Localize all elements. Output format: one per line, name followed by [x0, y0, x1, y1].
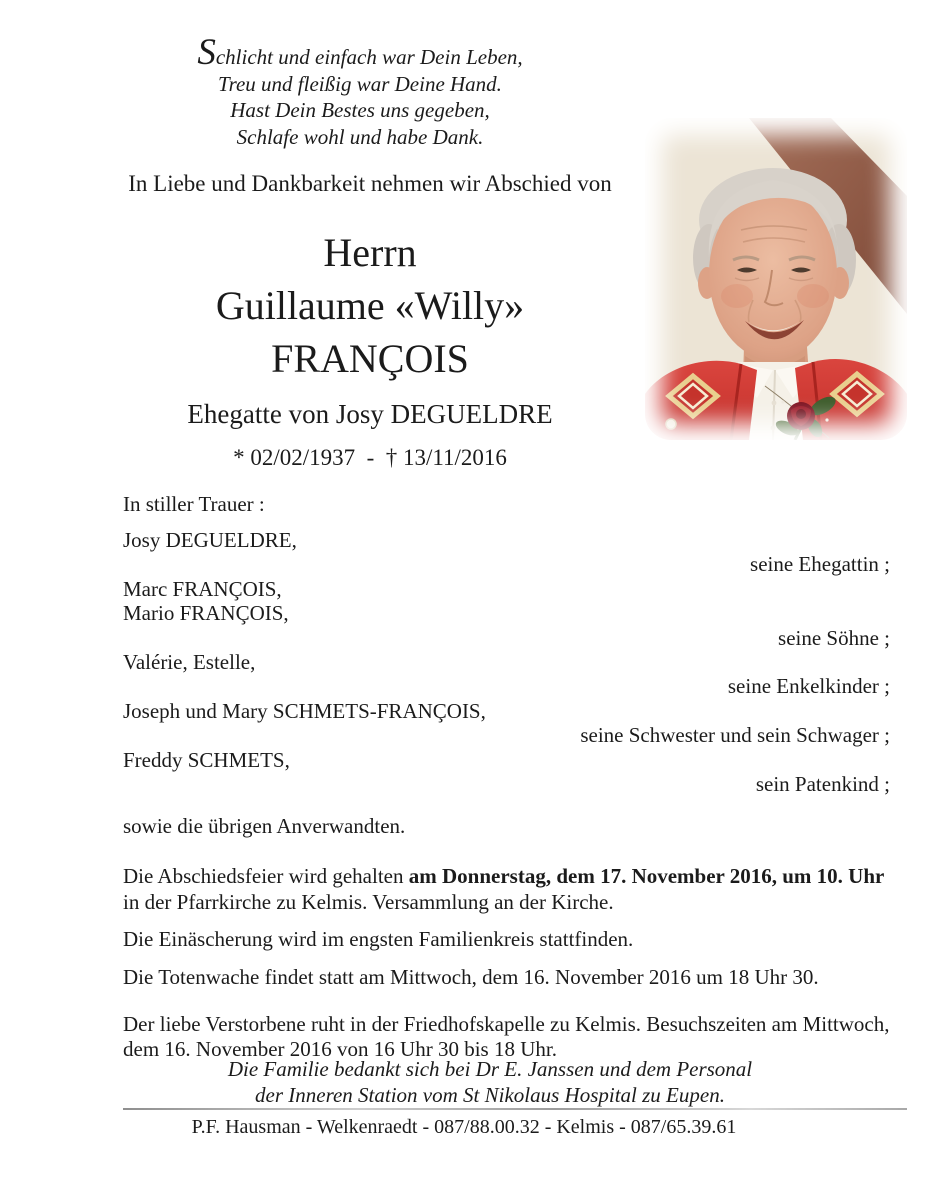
mourner-name: Marc FRANÇOIS, — [123, 576, 282, 601]
mourner-name: Freddy SCHMETS, — [123, 747, 290, 772]
mourners-list — [123, 528, 890, 796]
farewell-datetime: am Donnerstag, dem 17. November 2016, um 10. Uhr — [408, 864, 885, 888]
mourner-relation: seine Enkelkinder ; — [727, 674, 890, 699]
quote-line-2: Treu und fleißig war Deine Hand. — [218, 71, 502, 96]
quote-line-1-text: chlicht und einfach war Dein Leben, — [215, 45, 523, 69]
portrait-illustration — [645, 118, 907, 440]
mourners-header: In stiller Trauer : — [123, 492, 265, 516]
quote-initial-letter: S — [197, 32, 216, 73]
mourner-relation: seine Schwester und sein Schwager ; — [580, 723, 890, 748]
mourner-name: Joseph und Mary SCHMETS-FRANÇOIS, — [123, 698, 486, 723]
wake-paragraph: Die Totenwache findet statt am Mittwoch, dem 16. November 2016 um 18 Uhr 30. — [123, 965, 819, 989]
memorial-quote — [60, 32, 660, 150]
salutation: Herrn — [323, 230, 417, 275]
deceased-given-name: Guillaume «Willy» — [215, 283, 525, 328]
family-thanks — [90, 1056, 890, 1108]
farewell-text-pre: Die Abschiedsfeier wird gehalten — [123, 864, 409, 888]
thanks-line-1: Die Familie bedankt sich bei Dr E. Janssen und dem Personal — [227, 1057, 753, 1081]
funeral-home-footer: P.F. Hausman - Welkenraedt - 087/88.00.32 - Kelmis - 087/65.39.61 — [191, 1116, 737, 1138]
spouse-line: Ehegatte von Josy DEGUELDRE — [187, 399, 553, 429]
quote-line-4: Schlafe wohl und habe Dank. — [236, 124, 484, 149]
mourner-relation: seine Ehegattin ; — [750, 552, 890, 577]
mourner-name: Valérie, Estelle, — [123, 650, 256, 675]
mourners-closing: sowie die übrigen Anverwandten. — [123, 814, 406, 838]
portrait-photo — [645, 118, 907, 440]
mourner-relation: sein Patenkind ; — [755, 772, 890, 797]
intro-line: In Liebe und Dankbarkeit nehmen wir Abschied von — [128, 171, 612, 196]
deceased-family-name: FRANÇOIS — [271, 336, 469, 381]
quote-line-1 — [60, 32, 660, 73]
visitation-paragraph: Der liebe Verstorbene ruht in der Friedhofskapelle zu Kelmis. Besuchszeiten am Mittwoch, dem 16. November 2016 von 16 Uhr 30 bis 18 Uhr. — [123, 1012, 890, 1061]
thanks-line-2: der Inneren Station vom St Nikolaus Hospital zu Eupen. — [255, 1083, 725, 1107]
footer-divider — [123, 1108, 907, 1110]
deceased-name-block — [30, 226, 710, 471]
mourner-name: Josy DEGUELDRE, — [123, 528, 297, 552]
farewell-text-post: in der Pfarrkirche zu Kelmis. Versammlung an der Kirche. — [123, 890, 614, 914]
mourner-name: Mario FRANÇOIS, — [123, 601, 289, 626]
farewell-paragraph — [123, 863, 893, 915]
cremation-paragraph: Die Einäscherung wird im engsten Familienkreis stattfinden. — [123, 927, 634, 951]
quote-line-3: Hast Dein Bestes uns gegeben, — [230, 98, 490, 122]
life-dates: * 02/02/1937 - † 13/11/2016 — [233, 445, 507, 470]
mourner-relation: seine Söhne ; — [778, 625, 890, 650]
